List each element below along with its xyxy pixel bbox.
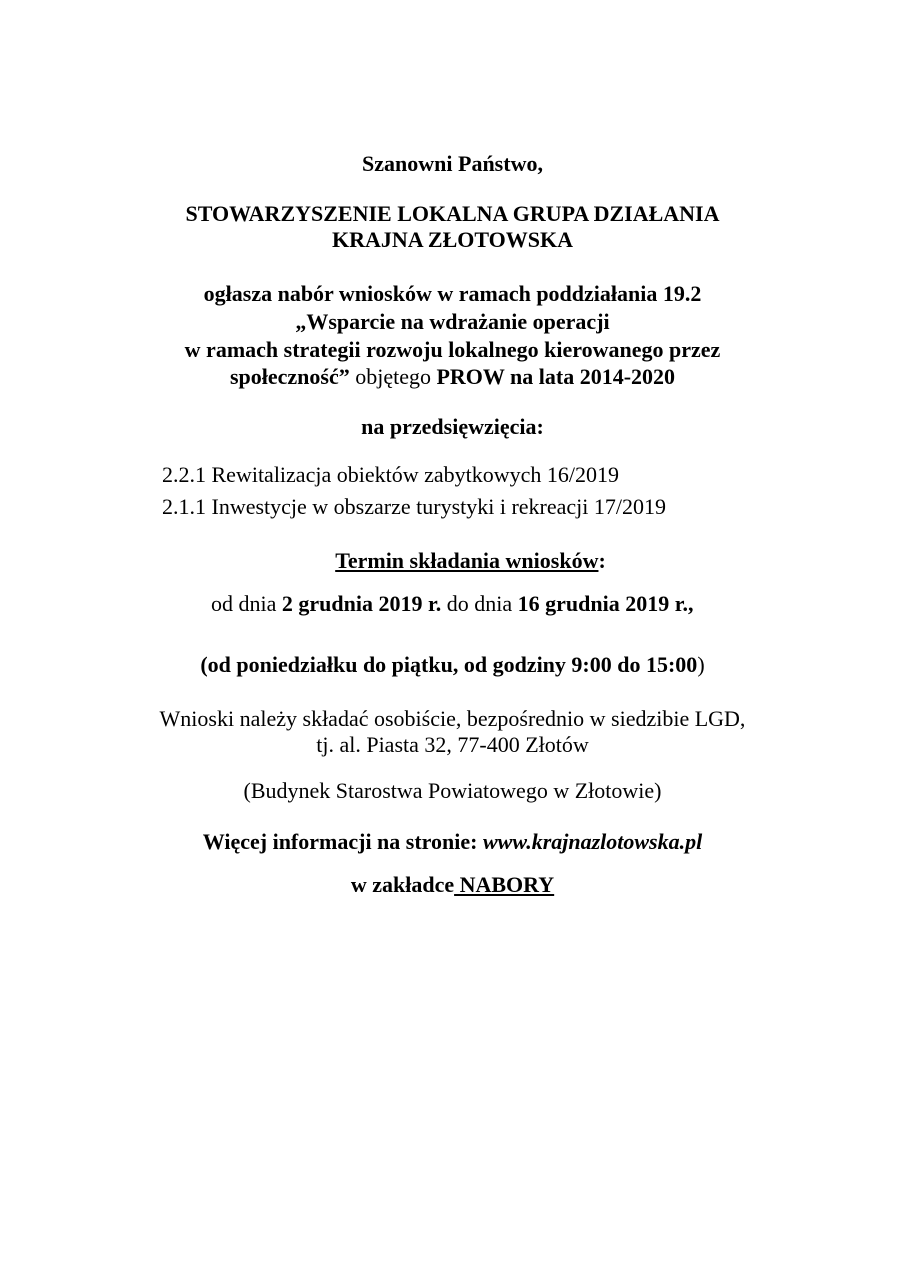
- organization-name-line1: STOWARZYSZENIE LOKALNA GRUPA DZIAŁANIA: [185, 201, 720, 226]
- announcement-line4: [0, 363, 905, 391]
- submission-line2: tj. al. Piasta 32, 77-400 Złotów: [316, 732, 589, 757]
- deadline-heading-colon: :: [598, 548, 606, 573]
- submission-line1: Wnioski należy składać osobiście, bezpośrednio w siedzibie LGD,: [159, 706, 746, 731]
- tab-info: [0, 871, 905, 899]
- project-item-1: 2.2.1 Rewitalizacja obiektów zabytkowych 16/2019: [162, 462, 619, 487]
- project-item-2: 2.1.1 Inwestycje w obszarze turystyki i rekreacji 17/2019: [162, 494, 667, 519]
- announcement-line1: ogłasza nabór wniosków w ramach poddziałania 19.2: [203, 281, 702, 306]
- greeting: Szanowni Państwo,: [362, 151, 543, 176]
- website-link[interactable]: www.krajnazlotowska.pl: [482, 829, 703, 854]
- announcement-line4-part1: społeczność”: [229, 364, 350, 389]
- deadline-from-prefix: od dnia: [211, 591, 282, 616]
- office-hours-text: (od poniedziałku do piątku, od godziny 9:00 do 15:00: [200, 652, 698, 677]
- building-note: (Budynek Starostwa Powiatowego w Złotowie): [243, 778, 662, 803]
- deadline-from-date: 2 grudnia 2019 r.: [281, 591, 442, 616]
- deadline-to-date: 16 grudnia 2019 r.,: [517, 591, 694, 616]
- deadline-heading-text: Termin składania wniosków: [335, 548, 599, 573]
- more-info: [0, 828, 905, 856]
- office-hours-close: ): [697, 652, 705, 677]
- more-info-label: Więcej informacji na stronie:: [202, 829, 483, 854]
- office-hours: [0, 651, 905, 679]
- deadline-heading: [18, 547, 905, 575]
- announcement-line4-part2: objętego: [349, 364, 437, 389]
- deadline-dates: [211, 590, 871, 618]
- organization-name-line2: KRAJNA ZŁOTOWSKA: [331, 227, 574, 252]
- announcement-line4-part3: PROW na lata 2014-2020: [436, 364, 676, 389]
- projects-heading: na przedsięwzięcia:: [361, 414, 544, 439]
- deadline-to-prefix: do dnia: [441, 591, 518, 616]
- tab-info-prefix: w zakładce: [350, 872, 455, 897]
- announcement-line3: w ramach strategii rozwoju lokalnego kierowanego przez: [184, 337, 721, 362]
- announcement-line2: „Wsparcie na wdrażanie operacji: [295, 309, 610, 334]
- nabory-link[interactable]: NABORY: [454, 872, 555, 897]
